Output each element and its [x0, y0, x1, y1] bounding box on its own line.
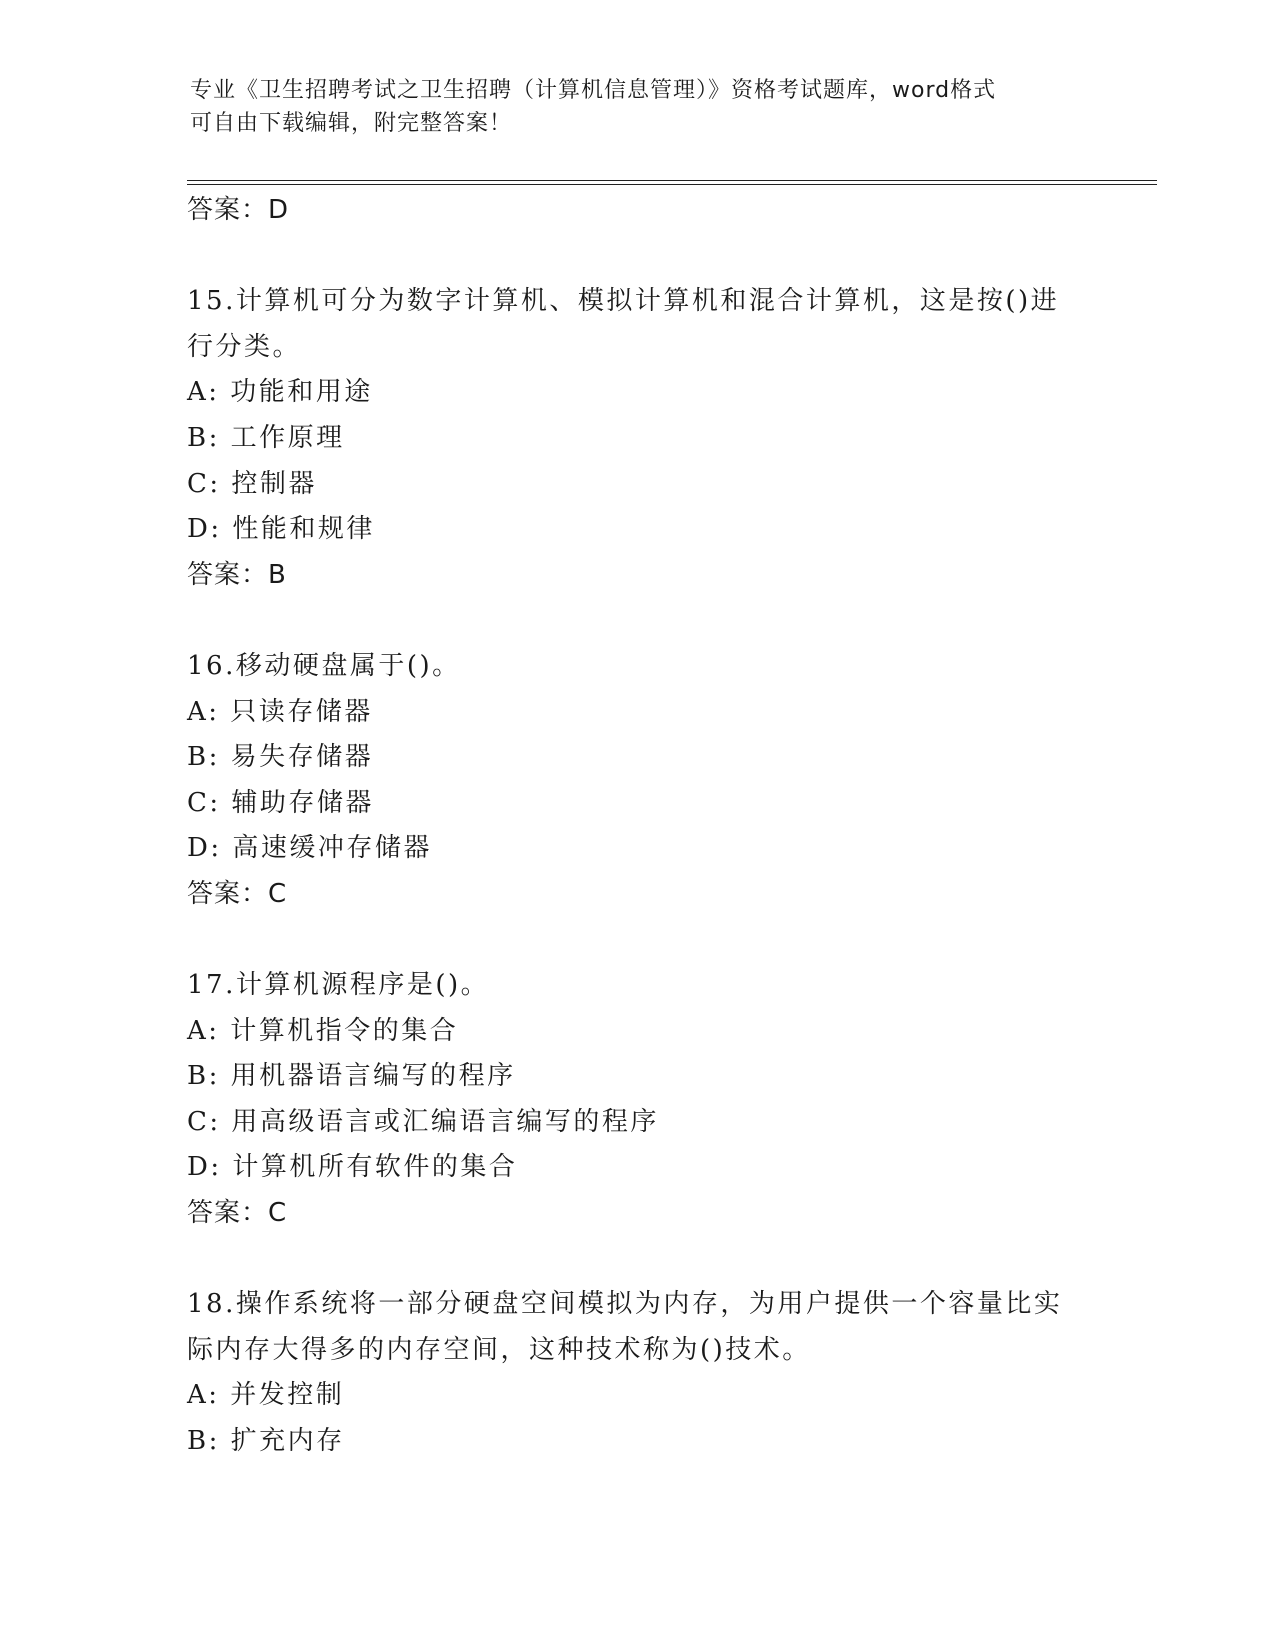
answer-line: 答案：C: [187, 878, 288, 909]
option-item: C: 辅助存储器: [187, 787, 374, 818]
option-item: D: 性能和规律: [187, 514, 375, 545]
question-text-line: 16.移动硬盘属于()。: [187, 650, 461, 681]
document-header: [190, 74, 1070, 140]
header-line-2: 可自由下载编辑，附完整答案！: [190, 111, 513, 136]
block-spacer: [187, 1237, 1087, 1283]
question-text-line: 17.计算机源程序是()。: [187, 970, 490, 1001]
option-item: D: 计算机所有软件的集合: [187, 1152, 518, 1183]
option-item: B: 工作原理: [187, 422, 345, 453]
option-item: B: 扩充内存: [187, 1426, 345, 1457]
question-text-line: 行分类。: [187, 331, 302, 362]
block-spacer: [187, 918, 1087, 964]
option-item: B: 用机器语言编写的程序: [187, 1061, 516, 1092]
option-item: C: 用高级语言或汇编语言编写的程序: [187, 1106, 659, 1137]
answer-line: 答案：D: [187, 195, 290, 225]
header-rule-bottom: [187, 184, 1157, 185]
block-spacer: [187, 598, 1087, 644]
question-list: [187, 188, 1087, 1465]
question-text-line: 18.操作系统将一部分硬盘空间模拟为内存，为用户提供一个容量比实: [187, 1289, 1063, 1320]
option-item: A: 功能和用途: [187, 377, 373, 408]
option-item: A: 只读存储器: [187, 696, 373, 727]
answer-line: 答案：B: [187, 559, 287, 590]
option-item: B: 易失存储器: [187, 742, 374, 773]
header-line-1: 专业《卫生招聘考试之卫生招聘（计算机信息管理）》资格考试题库，word格式: [190, 78, 997, 103]
option-item: C: 控制器: [187, 468, 317, 499]
option-item: A: 计算机指令的集合: [187, 1015, 459, 1046]
option-item: D: 高速缓冲存储器: [187, 833, 432, 864]
question-text-line: 际内存大得多的内存空间，这种技术称为()技术。: [187, 1334, 811, 1365]
header-rule-top: [187, 180, 1157, 181]
option-item: A: 并发控制: [187, 1380, 345, 1411]
question-text-line: 15.计算机可分为数字计算机、模拟计算机和混合计算机，这是按()进: [187, 286, 1060, 317]
answer-line: 答案：C: [187, 1198, 288, 1229]
block-spacer: [187, 234, 1087, 280]
